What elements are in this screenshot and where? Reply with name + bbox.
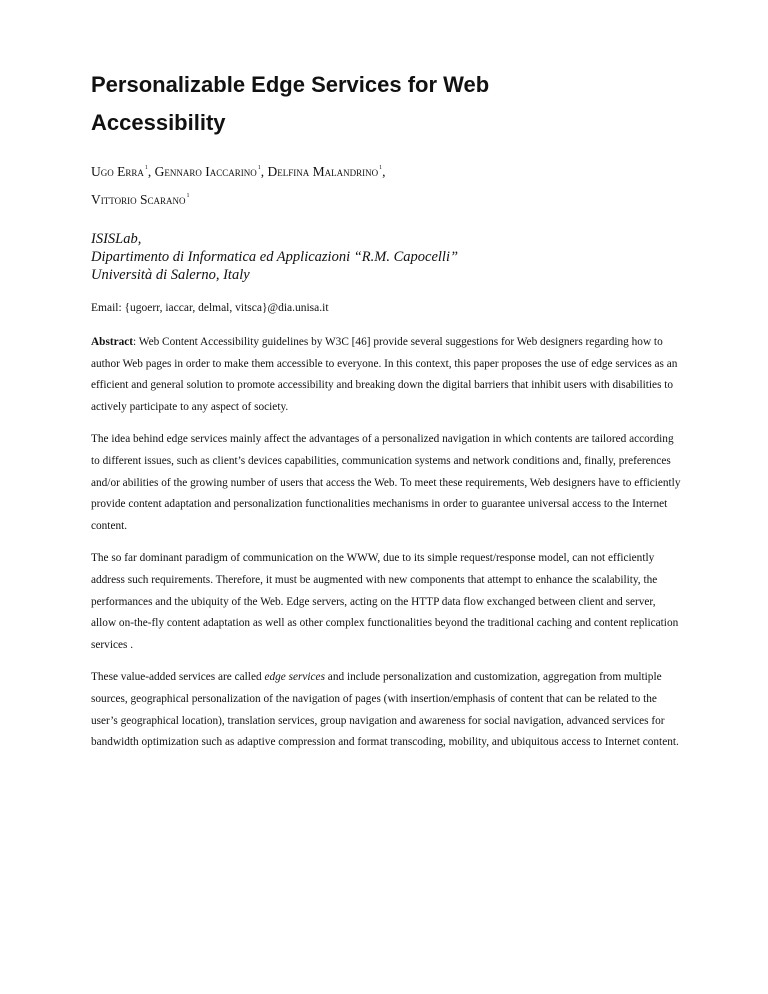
affiliation-university: Università di Salerno, Italy <box>91 267 250 283</box>
author <box>268 164 383 179</box>
author <box>155 164 261 179</box>
body-paragraph: The so far dominant paradigm of communication on the WWW, due to its simple request/response model, can not efficiently address such requirements. Therefore, it must be augmented with new components that attempt to enhance the scalability, the performances and the ubiquity of the Web. Edge servers, acting on the HTTP data flow exchanged between client and server, allow on-the-fly content adaptation as well as other complex functionalities beyond the traditional caching and content replication services . <box>91 552 679 651</box>
emphasized-term: edge services <box>264 671 325 684</box>
abstract-paragraph <box>91 332 681 418</box>
affiliation-block <box>91 230 691 284</box>
author-name: Gennaro Iaccarino <box>154 164 257 179</box>
author <box>91 192 189 207</box>
abstract-label: Abstract <box>91 336 134 348</box>
body-paragraph <box>91 667 681 753</box>
author <box>91 164 148 179</box>
paragraph-text: These value-added services are called <box>91 671 265 684</box>
affiliation-mark: 1 <box>379 165 383 171</box>
affiliation-department: Dipartimento di Informatica ed Applicazioni “R.M. Capocelli” <box>91 249 459 265</box>
author-name: Ugo Erra <box>91 164 144 179</box>
body-paragraph: The idea behind edge services mainly affect the advantages of a personalized navigation in which contents are tailored according to different issues, such as client’s devices capabilities, communication systems and network conditions and, finally, preferences and/or abilities of the growing number of users that access the Web. To meet these requirements, Web designers have to efficiently provide content adaptation and personalization functionalities mechanisms in order to guarantee universal access to the Internet content. <box>91 433 681 532</box>
affiliation-mark: 1 <box>144 165 148 171</box>
paragraph-text: and include personalization and customization, aggregation from multiple sources, geographical personalization of the navigation of pages (with insertion/emphasis of content that can be related to the user’s geographical location), translation services, group navigation and awareness for social navigation, advanced services for bandwidth optimization such as adaptive compression and format transcoding, mobility, and ubiquitous access to Internet content. <box>91 671 679 749</box>
paper-title: Personalizable Edge Services for Web Accessibility <box>91 72 490 135</box>
affiliation-lab: ISISLab, <box>91 231 142 247</box>
abstract-text: : Web Content Accessibility guidelines by W3C [46] provide several suggestions for Web designers regarding how to author Web pages in order to make them accessible to everyone. In this context, this paper proposes the use of edge services as an efficient and general solution to promote accessibility and breaking down the digital barriers that inhibit users with disabilities to actively participate to any aspect of society. <box>91 336 678 413</box>
affiliation-mark: 1 <box>186 193 190 199</box>
contact-email: Email: {ugoerr, iaccar, delmal, vitsca}@dia.unisa.it <box>91 302 329 314</box>
paper-page <box>91 66 691 754</box>
author-name: Delfina Malandrino <box>267 164 379 179</box>
author-list: Ugo Erra$^1$, Gennaro Iaccarino$^1$, Delfina Malandrino$^1$, Vittorio Scarano$^1$ <box>91 164 386 207</box>
affiliation-mark: 1 <box>257 165 261 171</box>
author-name: Vittorio Scarano <box>91 192 186 207</box>
